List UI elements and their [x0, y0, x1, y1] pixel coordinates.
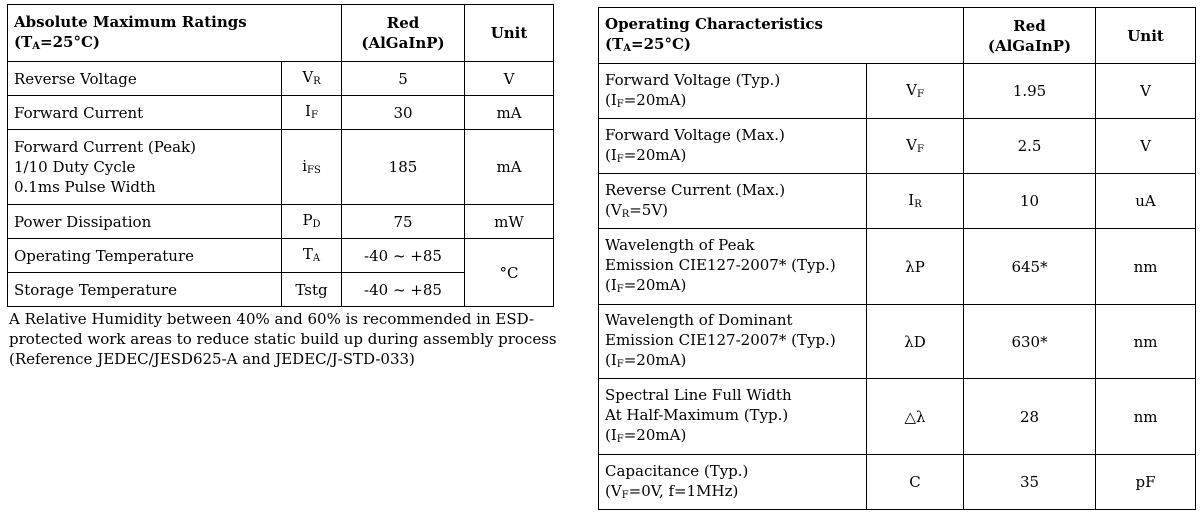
symbol-cell: λD	[867, 305, 964, 379]
param-cell: Capacitance (Typ.) (VF=0V, f=1MHz)	[599, 455, 867, 510]
table-condition: (TA=25°C)	[605, 35, 692, 54]
symbol-cell: IR	[867, 174, 964, 229]
param-cell: Forward Current	[8, 96, 282, 130]
table-row	[8, 62, 554, 96]
param-cell: Spectral Line Full Width At Half-Maximum (Typ.) (IF=20mA)	[599, 379, 867, 455]
value-cell: 28	[964, 379, 1096, 455]
table-row	[599, 174, 1196, 229]
param-cell: Forward Current (Peak) 1/10 Duty Cycle 0.1ms Pulse Width	[8, 130, 282, 205]
value-cell: 75	[342, 205, 465, 239]
value-cell: 5	[342, 62, 465, 96]
unit-cell: nm	[1096, 379, 1196, 455]
value-cell: -40 ~ +85	[342, 273, 465, 307]
unit-cell: mA	[465, 96, 554, 130]
table-row	[599, 229, 1196, 305]
table-row	[599, 379, 1196, 455]
value-cell: 1.95	[964, 64, 1096, 119]
unit-cell: °C	[465, 239, 554, 307]
value-cell: -40 ~ +85	[342, 239, 465, 273]
value-cell: 2.5	[964, 119, 1096, 174]
table-row	[8, 205, 554, 239]
value-cell: 35	[964, 455, 1096, 510]
table-title	[599, 8, 964, 64]
param-cell: Storage Temperature	[8, 273, 282, 307]
symbol-cell: VF	[867, 119, 964, 174]
param-cell: Forward Voltage (Typ.) (IF=20mA)	[599, 64, 867, 119]
unit-cell: V	[1096, 64, 1196, 119]
unit-cell: uA	[1096, 174, 1196, 229]
symbol-cell: PD	[282, 205, 342, 239]
symbol-cell: IF	[282, 96, 342, 130]
absolute-maximum-ratings-table	[7, 4, 554, 307]
symbol-cell: λP	[867, 229, 964, 305]
column-header-red: Red (AlGaInP)	[342, 5, 465, 62]
table-header-row	[599, 8, 1196, 64]
param-cell: Operating Temperature	[8, 239, 282, 273]
param-cell: Reverse Current (Max.) (VR=5V)	[599, 174, 867, 229]
table-row	[599, 455, 1196, 510]
value-cell: 630*	[964, 305, 1096, 379]
symbol-cell: TA	[282, 239, 342, 273]
esd-note: A Relative Humidity between 40% and 60% is recommended in ESD-protected work areas to reduce static build up during assembly process (Reference JEDEC/JESD625-A and JEDEC/J-STD-033)	[9, 310, 557, 368]
param-cell: Wavelength of Dominant Emission CIE127-2007* (Typ.) (IF=20mA)	[599, 305, 867, 379]
param-cell: Forward Voltage (Max.) (IF=20mA)	[599, 119, 867, 174]
table-row	[8, 239, 554, 273]
value-cell: 30	[342, 96, 465, 130]
unit-cell: mA	[465, 130, 554, 205]
column-header-unit: Unit	[465, 5, 554, 62]
table-header-row	[8, 5, 554, 62]
unit-cell: mW	[465, 205, 554, 239]
unit-cell: V	[1096, 119, 1196, 174]
unit-cell: V	[465, 62, 554, 96]
operating-characteristics-table	[598, 7, 1196, 510]
unit-cell: nm	[1096, 229, 1196, 305]
table-row	[599, 119, 1196, 174]
symbol-cell: VR	[282, 62, 342, 96]
symbol-cell: Tstg	[282, 273, 342, 307]
table-title-text: Operating Characteristics	[605, 15, 824, 33]
symbol-cell: iFS	[282, 130, 342, 205]
unit-cell: nm	[1096, 305, 1196, 379]
table-condition: (TA=25°C)	[14, 32, 101, 52]
value-cell: 645*	[964, 229, 1096, 305]
value-cell: 185	[342, 130, 465, 205]
table-row	[599, 305, 1196, 379]
symbol-cell: C	[867, 455, 964, 510]
unit-cell: pF	[1096, 455, 1196, 510]
table-row	[8, 96, 554, 130]
table-title	[8, 5, 342, 62]
param-cell: Power Dissipation	[8, 205, 282, 239]
symbol-cell: VF	[867, 64, 964, 119]
table-row	[599, 64, 1196, 119]
value-cell: 10	[964, 174, 1096, 229]
table-title-text: Absolute Maximum Ratings	[14, 12, 247, 31]
symbol-cell: △λ	[867, 379, 964, 455]
param-cell: Reverse Voltage	[8, 62, 282, 96]
param-cell: Wavelength of Peak Emission CIE127-2007* (Typ.) (IF=20mA)	[599, 229, 867, 305]
column-header-red: Red (AlGaInP)	[964, 8, 1096, 64]
column-header-unit: Unit	[1096, 8, 1196, 64]
table-row	[8, 130, 554, 205]
